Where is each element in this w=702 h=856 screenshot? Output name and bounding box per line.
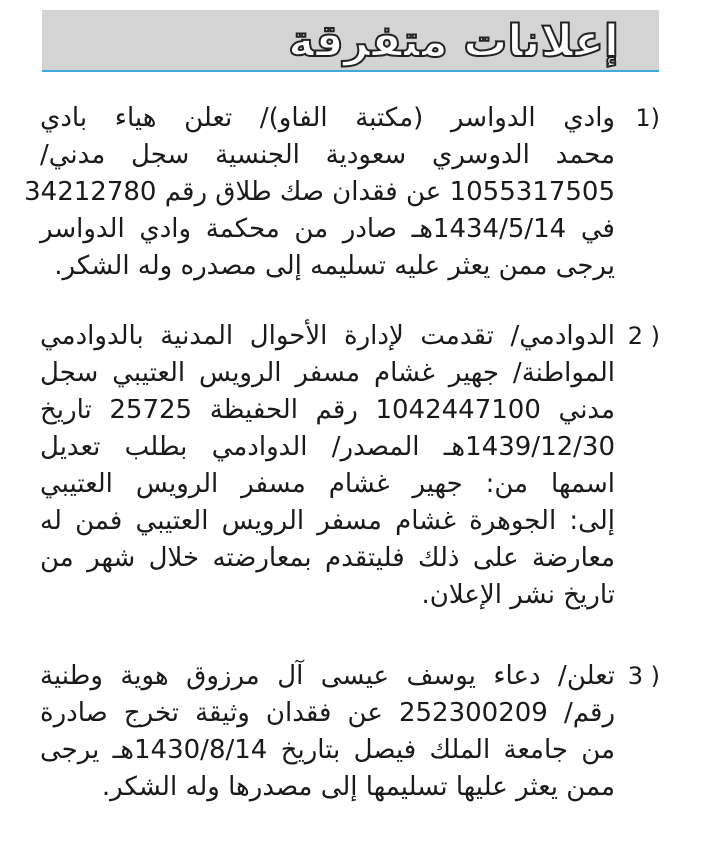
ad-number: 3 )	[627, 662, 660, 690]
ad-line: مدني 1042447100 رقم الحفيظة 25725 تاريخ	[40, 395, 616, 425]
section-title: إعلانات متفرقة	[288, 16, 619, 67]
ad-number: 1)	[635, 104, 660, 132]
classified-ad-3	[40, 658, 660, 808]
ad-line: وادي الدواسر (مكتبة الفاو)/ تعلن هياء بادي	[40, 103, 615, 133]
ad-line: ممن يعثر عليها تسليمها إلى مصدرها وله الشكر.	[101, 772, 615, 802]
ad-line: اسمها من: جهير غشام مسفر الرويس العتيبي	[40, 469, 615, 499]
ad-line: معارضة على ذلك فليتقدم بمعارضته خلال شهر من	[40, 543, 615, 573]
ad-line: 1055317505 عن فقدان صك طلاق رقم 34212780	[24, 177, 615, 207]
classified-ad-2	[40, 318, 660, 618]
ad-line: تعلن/ دعاء يوسف عيسى آل مرزوق هوية وطنية	[40, 661, 615, 691]
classified-ad-1	[24, 100, 660, 290]
ad-line: الدوادمي/ تقدمت لإدارة الأحوال المدنية بالدوادمي	[40, 321, 615, 351]
section-header	[42, 10, 659, 72]
ad-line: المواطنة/ جهير غشام مسفر الرويس العتيبي سجل	[40, 358, 615, 388]
ad-line: يرجى ممن يعثر عليه تسليمه إلى مصدره وله الشكر.	[54, 251, 615, 281]
ad-number: 2 )	[627, 322, 660, 350]
ad-line: محمد الدوسري سعودية الجنسية سجل مدني/	[40, 140, 615, 170]
ad-line: رقم/ 252300209 عن فقدان وثيقة تخرج صادرة	[40, 698, 616, 728]
ad-line: في 1434/5/14هـ صادر من محكمة وادي الدواسر	[40, 214, 615, 244]
ad-line: 1439/12/30هـ المصدر/ الدوادمي بطلب تعديل	[40, 432, 615, 462]
ad-line: تاريخ نشر الإعلان.	[421, 580, 615, 610]
ad-line: من جامعة الملك فيصل بتاريخ 1430/8/14هـ يرجى	[40, 735, 616, 765]
ad-line: إلى: الجوهرة غشام مسفر الرويس العتيبي فمن له	[40, 506, 615, 536]
